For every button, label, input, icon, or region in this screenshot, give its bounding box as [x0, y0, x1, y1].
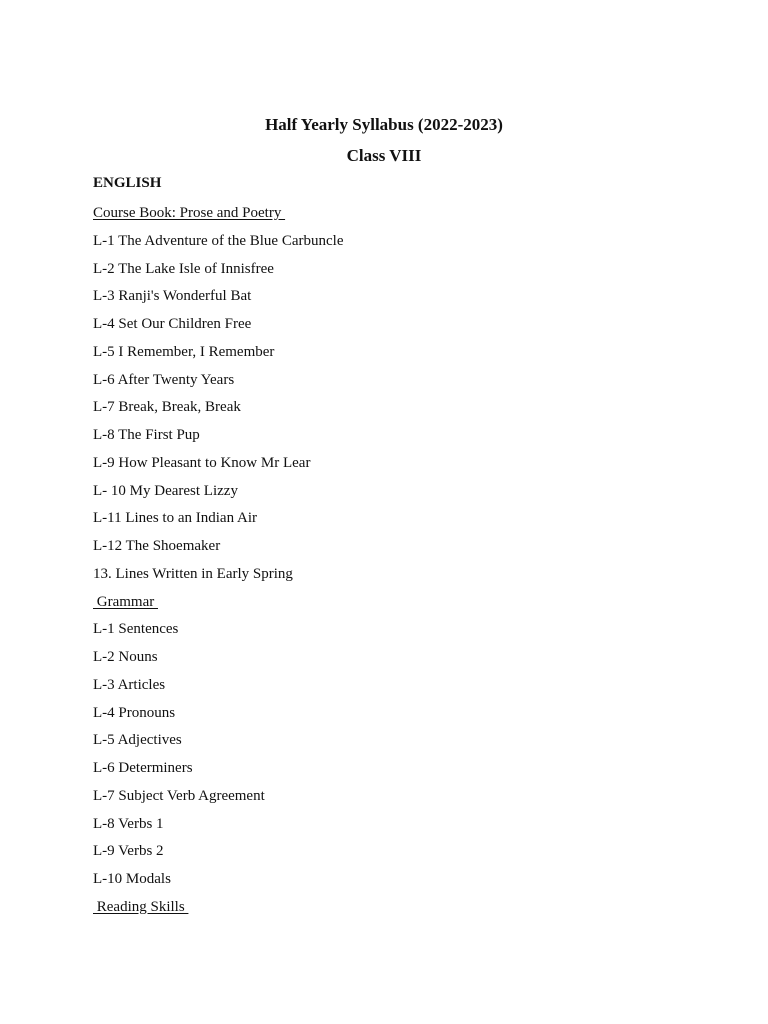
list-item: L-11 Lines to an Indian Air: [93, 510, 257, 527]
list-item: L-8 Verbs 1: [93, 815, 164, 832]
list-item: L-2 The Lake Isle of Innisfree: [93, 260, 274, 277]
class-label: Class VIII: [346, 146, 422, 165]
list-item: L-1 The Adventure of the Blue Carbuncle: [93, 232, 344, 249]
list-item: L-4 Set Our Children Free: [93, 316, 252, 332]
list-item: L-5 I Remember, I Remember: [93, 343, 275, 360]
list-item: L-3 Articles: [93, 676, 166, 693]
list-item: L-9 Verbs 2: [93, 843, 164, 860]
list-item: L-6 After Twenty Years: [93, 371, 235, 388]
list-item: L-7 Break, Break, Break: [93, 399, 241, 416]
subject-heading: ENGLISH: [93, 175, 162, 191]
section-heading-course-book: Course Book: Prose and Poetry: [93, 205, 286, 221]
list-item: L-3 Ranji's Wonderful Bat: [93, 288, 252, 305]
list-item: L-2 Nouns: [93, 649, 158, 665]
list-item: L-12 The Shoemaker: [93, 538, 221, 554]
section-heading-reading-skills: Reading Skills: [93, 898, 189, 915]
list-item: L-9 How Pleasant to Know Mr Lear: [93, 454, 311, 471]
syllabus-list: [93, 203, 343, 925]
list-item: L-5 Adjectives: [93, 732, 182, 749]
section-heading-grammar: Grammar: [93, 593, 158, 610]
list-item: L-10 Modals: [93, 871, 171, 887]
list-item: 13. Lines Written in Early Spring: [93, 565, 293, 582]
list-item: L-8 The First Pup: [93, 427, 200, 443]
list-item: L-7 Subject Verb Agreement: [93, 787, 265, 804]
page-title: Half Yearly Syllabus (2022-2023): [265, 115, 503, 134]
list-item: L-6 Determiners: [93, 760, 193, 776]
list-item: L- 10 My Dearest Lizzy: [93, 482, 238, 499]
list-item: L-4 Pronouns: [93, 704, 176, 721]
list-item: L-1 Sentences: [93, 621, 179, 638]
